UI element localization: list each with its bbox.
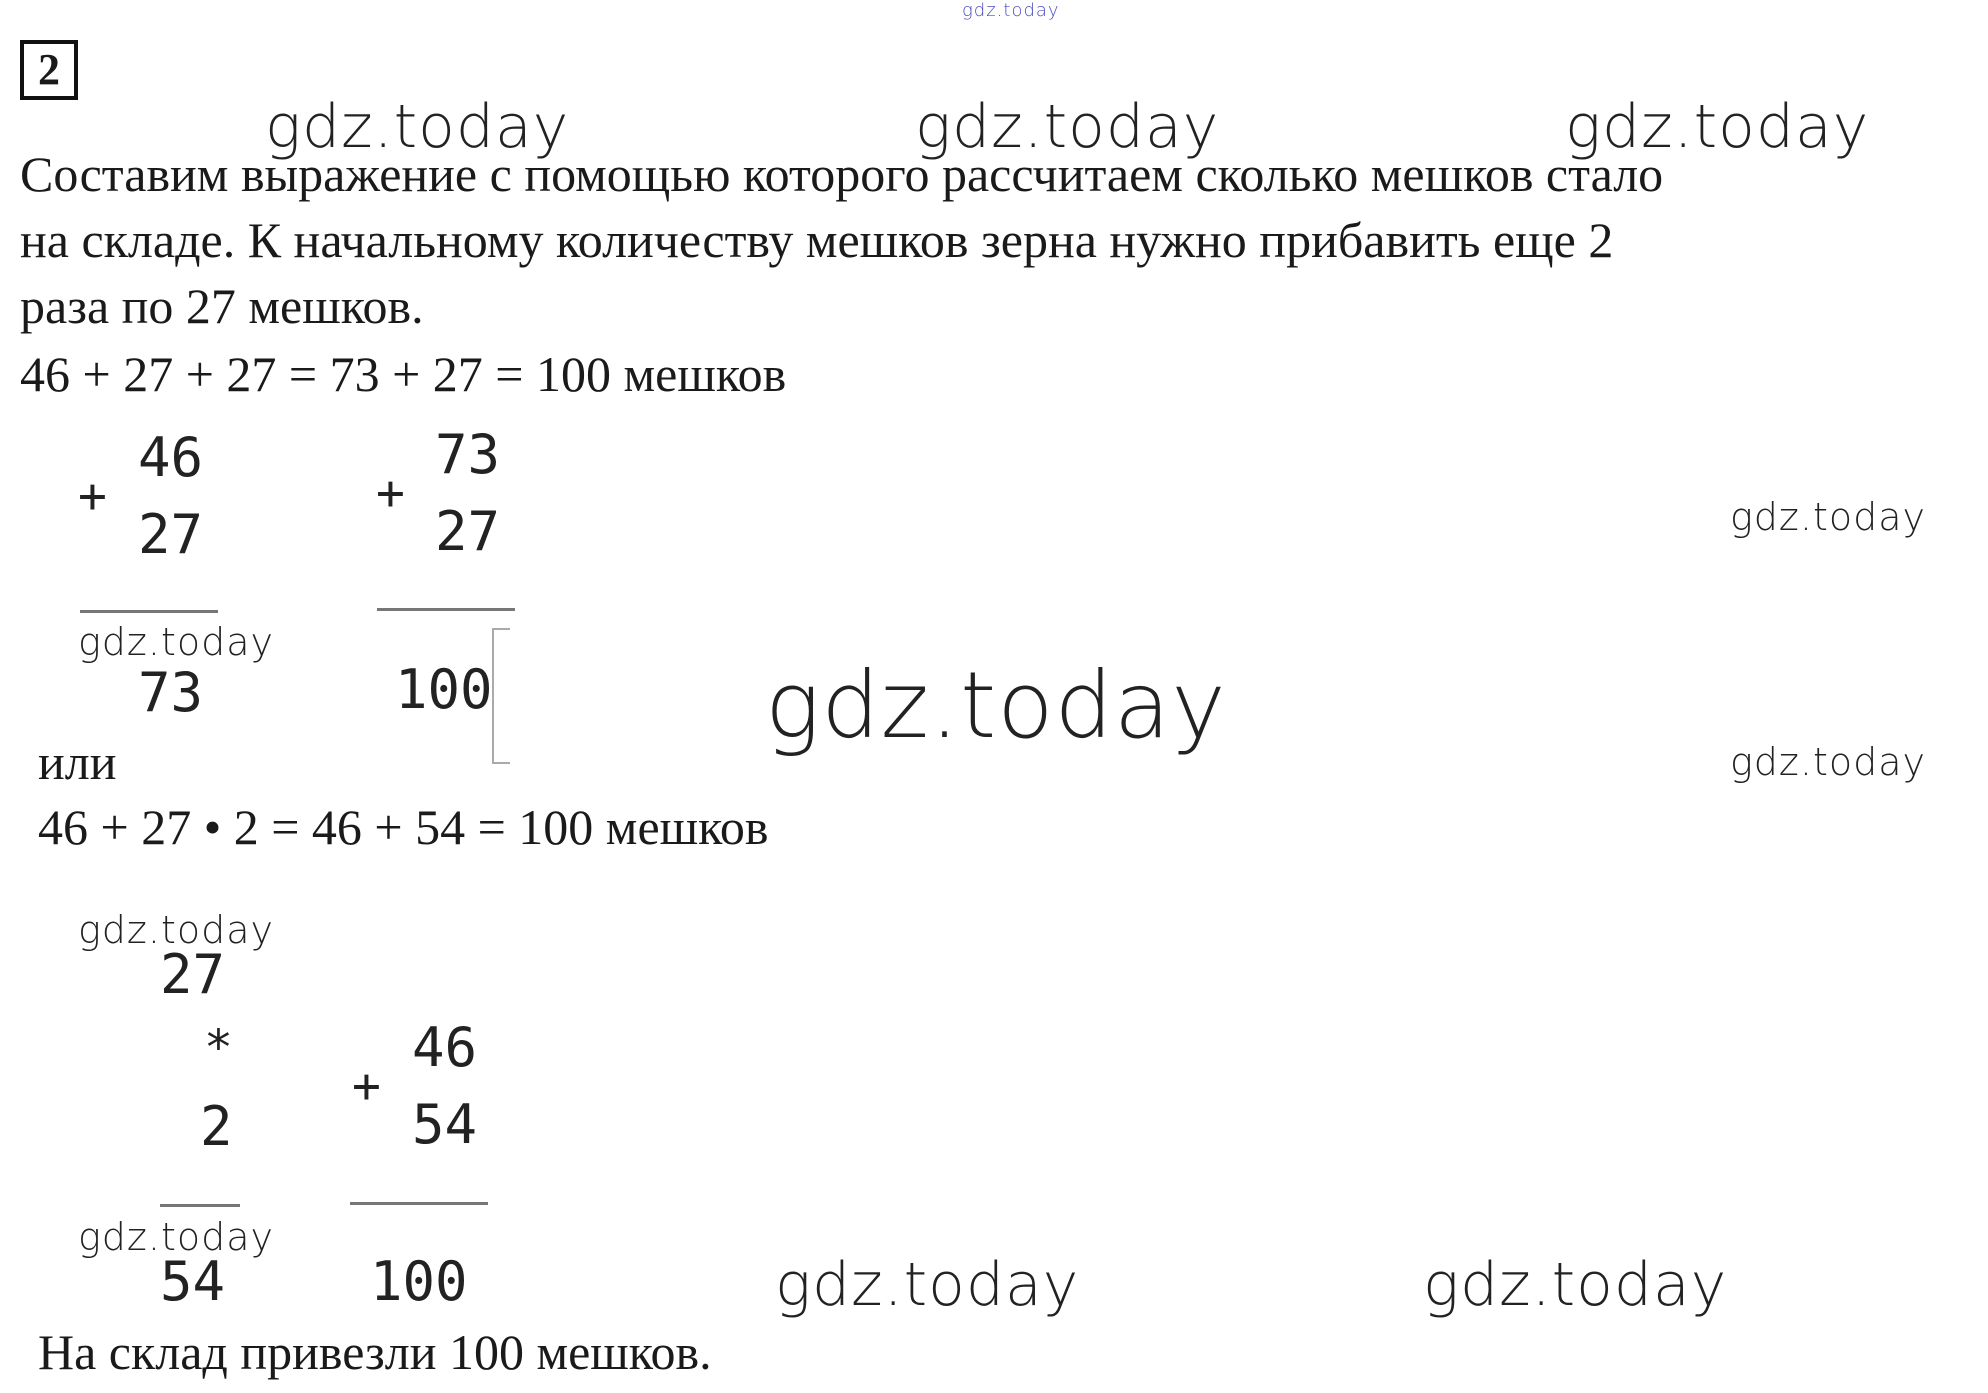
watermark-col3: gdz.today xyxy=(78,908,274,952)
column-2-rule xyxy=(377,608,515,611)
watermark-top-tiny: gdz.today xyxy=(962,0,1060,21)
column-3-bottom: 2 xyxy=(200,1095,233,1158)
watermark-right-2: gdz.today xyxy=(1730,740,1926,784)
column-1-result: 73 xyxy=(138,661,204,724)
task-number-box: 2 xyxy=(20,40,78,100)
column-3-result: 54 xyxy=(160,1250,226,1313)
paragraph-line-1: Составим выражение с помощью которого рассчитаем сколько мешков стало xyxy=(20,146,1664,202)
watermark-col3-bottom: gdz.today xyxy=(78,1215,274,1259)
paragraph-line-2: на складе. К начальному количеству мешков зерна нужно прибавить еще 2 xyxy=(20,212,1614,268)
column-1-plus: + xyxy=(78,468,107,524)
watermark-right-1: gdz.today xyxy=(1730,495,1926,539)
watermark-col1: gdz.today xyxy=(78,620,274,664)
column-4-top: 46 xyxy=(412,1016,478,1079)
answer-line: На склад привезли 100 мешков. xyxy=(38,1324,712,1380)
column-4-bottom: 54 xyxy=(412,1093,478,1156)
watermark-center: gdz.today xyxy=(765,652,1227,759)
watermark-3: gdz.today xyxy=(1565,92,1870,162)
column-1-top: 46 xyxy=(138,426,204,489)
column-4-result: 100 xyxy=(370,1250,468,1313)
watermark-bottom-1: gdz.today xyxy=(775,1250,1080,1320)
column-4-plus: + xyxy=(352,1058,381,1114)
paragraph-line-3: раза по 27 мешков. xyxy=(20,278,424,334)
column-1-bottom: 27 xyxy=(138,503,204,566)
column-3-rule xyxy=(160,1204,240,1207)
watermark-1: gdz.today xyxy=(265,92,570,162)
column-4-rule xyxy=(350,1202,488,1205)
column-3-multiply: * xyxy=(204,1020,233,1076)
column-2-bottom: 27 xyxy=(435,500,501,563)
column-2-result: 100 xyxy=(395,658,493,721)
expression-2: 46 + 27 • 2 = 46 + 54 = 100 мешков xyxy=(38,799,769,855)
expression-1: 46 + 27 + 27 = 73 + 27 = 100 мешков xyxy=(20,346,787,402)
watermark-2: gdz.today xyxy=(915,92,1220,162)
or-word: или xyxy=(38,734,117,790)
column-2-top: 73 xyxy=(435,423,501,486)
column-1-rule xyxy=(80,610,218,613)
text-cursor-bracket xyxy=(492,628,510,764)
watermark-bottom-2: gdz.today xyxy=(1423,1250,1728,1320)
column-2-plus: + xyxy=(376,465,405,521)
column-3-top: 27 xyxy=(160,943,226,1006)
